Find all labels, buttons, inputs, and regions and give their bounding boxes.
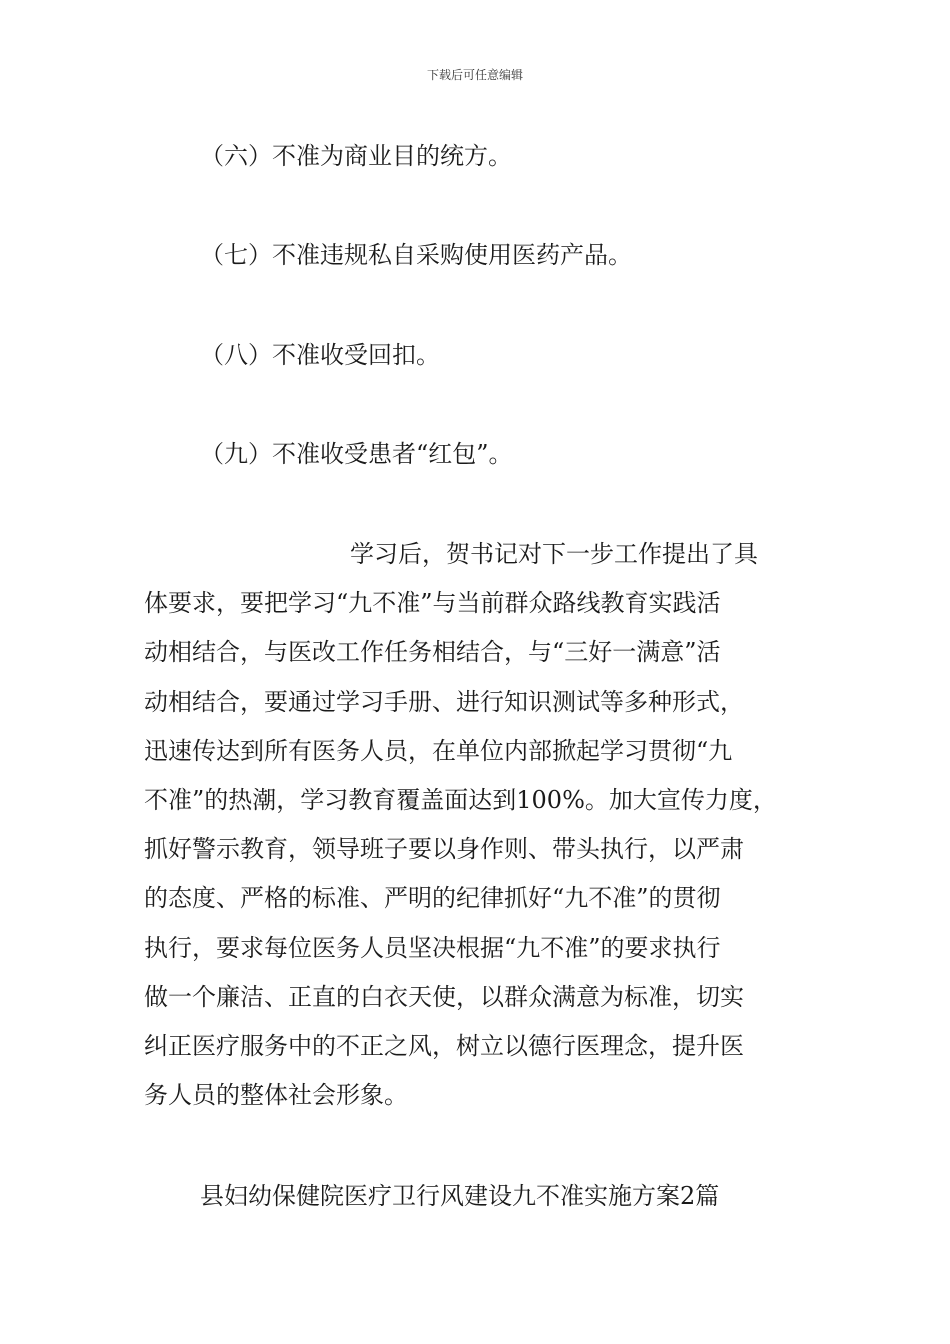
paragraph-line: 体要求，要把学习“九不准”与当前群众路线教育实践活 xyxy=(144,589,721,618)
paragraph-line: 不准”的热潮，学习教育覆盖面达到100%。加大宣传力度， xyxy=(144,786,777,815)
list-item-7: （七）不准违规私自采购使用医药产品。 xyxy=(200,241,632,269)
list-item-9: （九）不准收受患者“红包”。 xyxy=(200,440,513,468)
list-item-6: （六）不准为商业目的统方。 xyxy=(200,142,512,170)
page-header-note: 下载后可任意编辑 xyxy=(426,68,523,82)
section-title: 县妇幼保健院医疗卫行风建设九不准实施方案2篇 xyxy=(200,1182,720,1210)
paragraph-line: 动相结合，要通过学习手册、进行知识测试等多种形式， xyxy=(144,687,744,716)
paragraph-line: 学习后，贺书记对下一步工作提出了具 xyxy=(350,540,758,568)
paragraph-line: 执行，要求每位医务人员坚决根据“九不准”的要求执行 xyxy=(144,933,721,962)
paragraph-line: 动相结合，与医改工作任务相结合，与“三好一满意”活 xyxy=(144,638,721,667)
paragraph-line: 务人员的整体社会形象。 xyxy=(144,1081,408,1110)
paragraph-line: 做一个廉洁、正直的白衣天使，以群众满意为标准，切实 xyxy=(144,982,744,1011)
paragraph-line: 的态度、严格的标准、严明的纪律抓好“九不准”的贯彻 xyxy=(144,884,721,913)
body-paragraph xyxy=(144,530,834,1120)
paragraph-line: 抓好警示教育，领导班子要以身作则、带头执行，以严肃 xyxy=(144,835,744,864)
paragraph-line: 纠正医疗服务中的不正之风，树立以德行医理念，提升医 xyxy=(144,1032,744,1061)
list-item-8: （八）不准收受回扣。 xyxy=(200,341,440,369)
paragraph-line: 迅速传达到所有医务人员，在单位内部掀起学习贯彻“九 xyxy=(144,736,733,765)
